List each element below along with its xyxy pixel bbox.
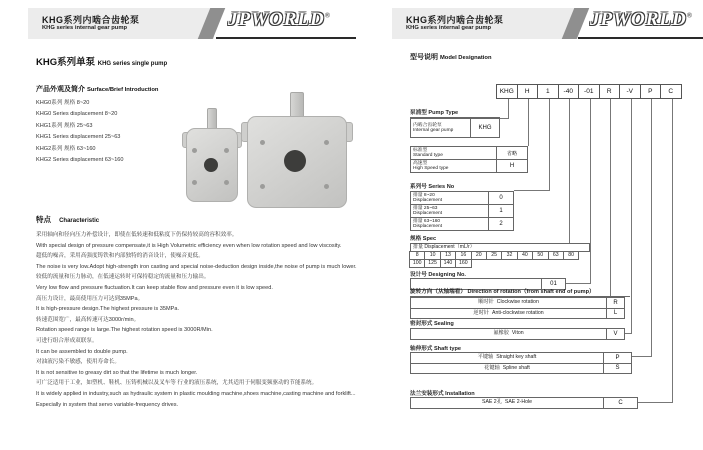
code-box-series: 1 [537, 84, 559, 99]
series-line: KHG1系列 规格 25~63 [36, 122, 93, 129]
page-subtitle: KHG series internal gear pump [42, 25, 128, 31]
rotation-label-en: Direction of rotation（from shaft end of pump） [467, 289, 595, 295]
characteristic-line: It can be assembled to double pump. [36, 348, 128, 355]
installation-label-cn: 法兰安装形式 [410, 391, 444, 397]
code-box-installation: C [660, 84, 682, 99]
spec-value: 16 [455, 251, 471, 260]
characteristic-line: 采用轴向和径向压力补偿设计，即使在低转速和低粘度下仍保持较高的容积效率。 [36, 232, 238, 238]
row-code: 01 [541, 279, 565, 289]
row-text [411, 398, 603, 408]
table-row [411, 192, 513, 204]
sealing-label-cn: 密封形式 [410, 321, 433, 327]
pump-port [284, 150, 306, 172]
spec-value: 25 [486, 251, 502, 260]
series-no-table [410, 191, 514, 231]
row-text [411, 298, 606, 308]
characteristic-text [36, 230, 357, 410]
spec-label-en: Spec [422, 236, 437, 242]
registered-mark: ® [686, 11, 693, 20]
row-code: 0 [488, 192, 513, 204]
shaft-type-table [410, 352, 632, 374]
characteristic-line: Very low flow and pressure fluctuation.It can keep stable flow and pressure even it is low speed. [36, 284, 273, 291]
connector-line [514, 190, 550, 191]
row-code: S [603, 364, 631, 374]
row-cn: 排量 63~160 [413, 218, 441, 224]
pump-bolt [324, 140, 329, 145]
connector-line [631, 99, 632, 333]
row-code: L [606, 309, 624, 319]
row-cn: 花键轴 [484, 364, 500, 371]
row-text [411, 364, 603, 374]
pump-type-label-cn: 泵浦型 [410, 110, 427, 116]
pump-bolt [260, 184, 265, 189]
header-rule [216, 37, 356, 39]
characteristic-line: 高压力设计，最高使用压力可达到35MPa。 [36, 295, 144, 302]
characteristic-line: 可进行组合形成双联泵。 [36, 337, 98, 344]
jpworld-logo [228, 9, 331, 31]
series-list [36, 98, 124, 166]
row-text [411, 353, 603, 363]
left-page [28, 0, 358, 450]
logo-text: JPWORLD [228, 9, 325, 30]
sealing-table [410, 328, 625, 340]
header-rule [578, 37, 703, 39]
connector-line [549, 99, 550, 190]
row-en: Spline shaft [502, 364, 530, 371]
characteristic-heading-en: Characteristic [59, 218, 100, 224]
page-subtitle: KHG series internal gear pump [406, 25, 492, 31]
registered-mark: ® [324, 11, 331, 20]
row-text [411, 329, 606, 339]
spec-value: 10 [424, 251, 440, 260]
series-no-label [410, 182, 454, 190]
characteristic-line: The noise is very low.Adopt high-strength iron casting and special noise-deduction design inside,the noise of pump is much lower. [36, 263, 357, 270]
pump-photo-small [184, 108, 238, 208]
row-text [411, 160, 496, 172]
connector-line [638, 402, 673, 403]
row-cn: 顺时针 [478, 299, 494, 306]
connector-line [625, 333, 632, 334]
intro-heading-cn: 产品外观及简介 [36, 86, 85, 93]
row-text [411, 119, 470, 137]
characteristic-line: With special design of pressure compensate,it is High Volumetric efficiency even when low rotation speed and low viscosity. [36, 242, 342, 249]
code-box-speed-type: H [517, 84, 539, 99]
speed-type-table [410, 146, 528, 173]
rotation-label-cn: 旋转方向（从轴端看） [410, 289, 466, 295]
table-row [411, 204, 513, 217]
row-code: 1 [488, 205, 513, 217]
spec-value: 63 [548, 251, 564, 260]
spec-value: 8 [409, 251, 425, 260]
row-text [411, 309, 606, 319]
code-box-displacement: -40 [558, 84, 580, 99]
spec-values-row2 [410, 259, 472, 268]
pump-bolt [224, 148, 229, 153]
jpworld-logo [590, 9, 693, 31]
characteristic-heading [36, 214, 99, 225]
pump-bolt [324, 184, 329, 189]
row-text [411, 192, 488, 204]
page-title: KHG系列内啮合齿轮泵 [406, 15, 504, 25]
row-cn: SAE 2孔 [481, 399, 502, 406]
pump-bolt [224, 180, 229, 185]
installation-table [410, 397, 638, 409]
connector-line [528, 99, 529, 146]
intro-heading-en: Surface/Brief Introduction [86, 87, 159, 93]
spec-value: 125 [424, 259, 440, 268]
row-en: Standard type [413, 153, 443, 158]
series-no-label-en: Series No [428, 184, 455, 190]
characteristic-line: Rotation speed range is large.The highest rotation speed is 3000R/Min. [36, 327, 213, 334]
spec-value: 13 [440, 251, 456, 260]
pump-bolt [192, 180, 197, 185]
pump-shaft [207, 108, 217, 130]
rotation-table [410, 297, 625, 319]
spec-value: 160 [455, 259, 471, 268]
spec-label [410, 234, 436, 242]
characteristic-line: It is not sensitive to greasy dirt so that the lifetime is much longer. [36, 369, 198, 376]
row-code: 2 [488, 218, 513, 230]
row-code: H [496, 160, 527, 172]
shaft-label-cn: 轴伸形式 [410, 346, 433, 352]
pump-type-label-en: Pump Type [428, 110, 459, 116]
model-heading-en: Model Designation [439, 55, 492, 61]
single-pump-heading-cn: KHG系列单泵 [36, 57, 96, 68]
row-cn: 高速型 [413, 160, 428, 166]
pump-bolt [260, 140, 265, 145]
design-no-label-en: Designing No. [428, 272, 466, 278]
table-row [411, 119, 499, 137]
row-en: Clockwise rotation [496, 299, 539, 306]
characteristic-line: 转速范围宽广，最高转速可达3000r/min。 [36, 316, 140, 323]
row-code: C [603, 398, 637, 408]
row-cn: 逆时针 [473, 309, 489, 316]
characteristic-heading-cn: 特点 [36, 215, 51, 224]
series-line: KHG0系列 规格 8~20 [36, 100, 90, 106]
connector-line [500, 118, 509, 119]
row-cn: 标准型 [413, 147, 428, 153]
single-pump-heading [36, 54, 167, 68]
pump-type-table [410, 118, 500, 138]
spec-header-cn: 排量 [413, 244, 424, 250]
characteristic-line: 较低的流量和压力脉动，在低速运转时可保持稳定的流量和压力输出。 [36, 274, 210, 281]
series-line: KHG2 Series displacement 63~160 [36, 157, 124, 164]
row-code: R [606, 298, 624, 308]
connector-line [566, 283, 591, 284]
row-en: Straight key shaft [496, 354, 537, 361]
single-pump-heading-en: KHG series single pump [97, 61, 168, 67]
shaft-label-en: Shaft type [433, 346, 461, 352]
spec-value: 40 [517, 251, 533, 260]
row-text [411, 218, 488, 230]
table-row [411, 398, 637, 408]
spec-value: 32 [501, 251, 517, 260]
logo-text: JPWORLD [590, 9, 687, 30]
table-row [411, 363, 631, 374]
intro-heading [36, 84, 158, 94]
model-designation-heading [410, 52, 491, 62]
row-en: SAE 2-Hole [504, 399, 532, 406]
row-cn: 内啮合齿轮泵 [413, 122, 442, 128]
spec-value: 20 [471, 251, 487, 260]
connector-line [632, 356, 652, 357]
connector-line [672, 99, 673, 402]
spec-value: 100 [409, 259, 425, 268]
series-no-label-cn: 系列号 [410, 184, 427, 190]
row-cn: 平键轴 [477, 354, 494, 361]
table-row [411, 147, 527, 159]
page-title: KHG系列内啮合齿轮泵 [42, 15, 140, 25]
spec-value: 80 [563, 251, 579, 260]
model-heading-cn: 型号说明 [410, 54, 438, 61]
row-en: Anti-clockwise rotation [491, 309, 544, 316]
connector-line [651, 99, 652, 356]
series-line: KHG1 Series displacement 25~63 [36, 134, 121, 141]
code-box-sealing: -V [619, 84, 641, 99]
row-en: Displacement [413, 198, 443, 203]
characteristic-line: It is high-pressure design.The highest pressure is 35MPa. [36, 306, 180, 313]
sealing-label-en: Sealing [433, 321, 454, 327]
table-row [411, 159, 527, 172]
spec-value: 140 [440, 259, 456, 268]
characteristic-line: Especially in system that servo variable-frequency drives. [36, 401, 179, 408]
row-cn: 排量 8~20 [413, 192, 435, 198]
code-box-design-no: -01 [578, 84, 600, 99]
design-no-label-cn: 设计号 [410, 272, 427, 278]
code-box-pump-type: KHG [496, 84, 518, 99]
model-code-row [497, 84, 682, 99]
spec-label-cn: 规格 [410, 236, 422, 242]
code-box-rotation: R [599, 84, 621, 99]
table-row [411, 298, 624, 308]
pump-type-label [410, 108, 500, 118]
connector-line [508, 99, 509, 118]
row-en: Displacement [413, 224, 443, 229]
characteristic-line: 对油液污染不敏感，使用寿命长。 [36, 359, 120, 366]
row-text [411, 147, 496, 159]
characteristic-line: 可广泛适用于工业，如塑机、鞋机、压铸机械以及叉车等 行业的液压系统，尤其适用于伺服变频驱动的节能系统。 [36, 380, 318, 387]
connector-line [590, 99, 591, 283]
row-code: 省略 [496, 147, 527, 159]
characteristic-line: It is widely applied in industry,such as hydraulic system in plastic moulding machine,shoes machine,casting machine and forklift... [36, 390, 356, 397]
row-cn: 排量 25~63 [413, 205, 438, 211]
design-no-label [410, 270, 466, 278]
table-row [411, 353, 631, 363]
series-line: KHG2系列 规格 63~160 [36, 145, 96, 152]
row-en: High Speed type [413, 166, 449, 171]
pump-bolt [192, 148, 197, 153]
row-en: Displacement [413, 211, 443, 216]
row-text [411, 205, 488, 217]
spec-value: 50 [532, 251, 548, 260]
row-code: V [606, 329, 624, 339]
pump-photo-large [244, 92, 348, 212]
table-row [411, 217, 513, 230]
row-en: Viton [511, 330, 524, 337]
table-row [411, 329, 624, 339]
spec-header-en: Displacement（mL/r） [424, 244, 475, 250]
connector-line [569, 99, 570, 243]
characteristic-line: 超低的噪音，采用高强度铸铁和内部独特的消音设计，使噪音更低。 [36, 253, 204, 260]
row-code: KHG [470, 119, 499, 137]
right-page [392, 0, 703, 450]
row-cn: 氟橡胶 [493, 330, 509, 337]
rotation-label [410, 287, 630, 297]
row-code: P [603, 353, 631, 363]
row-en: Internal gear pump [413, 128, 454, 133]
code-box-shaft: P [640, 84, 662, 99]
table-row [411, 308, 624, 319]
connector-line [610, 99, 611, 296]
series-line: KHG0 Series displacement 8~20 [36, 111, 118, 118]
installation-label-en: Installation [445, 391, 475, 397]
pump-port [204, 158, 218, 172]
